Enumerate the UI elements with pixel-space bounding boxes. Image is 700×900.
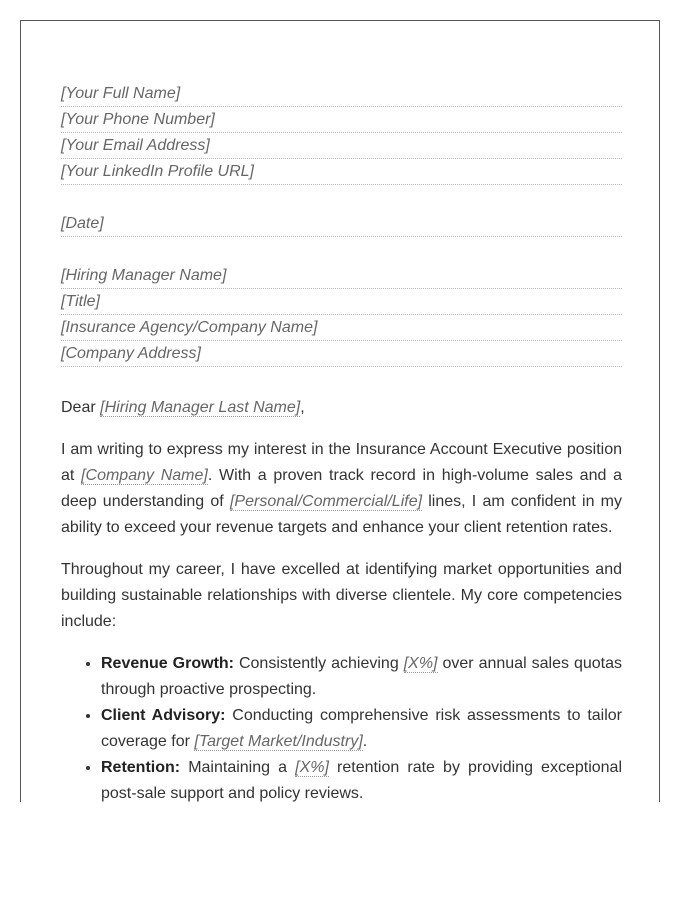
hiring-manager-name-field[interactable]: [Hiring Manager Name] [61, 263, 622, 289]
sender-linkedin-field[interactable]: [Your LinkedIn Profile URL] [61, 159, 622, 185]
percentage-placeholder[interactable]: [X%] [403, 655, 438, 672]
salutation-punct: , [300, 399, 305, 416]
competency-title: Retention: [101, 759, 181, 776]
intro-text-3: lines, I am confident in my ability to exceed your revenue targets and enhance your client retention rates. [61, 493, 623, 536]
target-market-placeholder[interactable]: [Target Market/Industry] [194, 733, 363, 750]
competency-title: Revenue Growth: [101, 655, 234, 672]
intro-text-2: . With a proven track record in high-volume sales and a deep understanding of [61, 467, 622, 510]
competency-text: Consistently achieving [234, 655, 404, 672]
sender-email-field[interactable]: [Your Email Address] [61, 133, 622, 159]
intro-text-1: I am writing to express my interest in the Insurance Account Executive position at [61, 441, 622, 484]
sender-block [61, 81, 622, 185]
competency-text: Maintaining a [180, 759, 296, 776]
letter-content [61, 81, 622, 802]
company-name-field[interactable]: [Insurance Agency/Company Name] [61, 315, 622, 341]
percentage-placeholder[interactable]: [X%] [295, 759, 329, 776]
sender-phone-field[interactable]: [Your Phone Number] [61, 107, 622, 133]
hiring-manager-last-name-placeholder[interactable]: [Hiring Manager Last Name] [100, 399, 301, 416]
salutation-greeting: Dear [61, 399, 96, 416]
competency-text: Conducting comprehensive risk assessments to tailor coverage for [101, 707, 622, 750]
date-field[interactable]: [Date] [61, 211, 622, 237]
recipient-block [61, 263, 622, 367]
sender-full-name-field[interactable]: [Your Full Name] [61, 81, 622, 107]
competency-text: retention rate by providing exceptional post-sale support and policy reviews. [101, 759, 622, 802]
career-paragraph: Throughout my career, I have excelled at identifying market opportunities and building sustainable relationships with diverse clientele. My core competencies include: [61, 561, 622, 630]
salutation [61, 395, 622, 421]
company-address-field[interactable]: [Company Address] [61, 341, 622, 367]
spacer [61, 237, 622, 263]
competency-text: over annual sales quotas through proactive prospecting. [101, 655, 622, 698]
list-item [101, 703, 622, 755]
list-item [101, 755, 622, 802]
intro-paragraph [61, 437, 622, 541]
insurance-lines-placeholder[interactable]: [Personal/Commercial/Life] [229, 493, 423, 510]
recipient-title-field[interactable]: [Title] [61, 289, 622, 315]
spacer [61, 185, 622, 211]
competency-title: Client Advisory: [101, 707, 226, 724]
company-name-placeholder[interactable]: [Company Name] [81, 467, 208, 484]
competencies-list [61, 651, 622, 802]
letter-page [20, 20, 660, 802]
list-item [101, 651, 622, 703]
competency-text: . [362, 733, 368, 750]
